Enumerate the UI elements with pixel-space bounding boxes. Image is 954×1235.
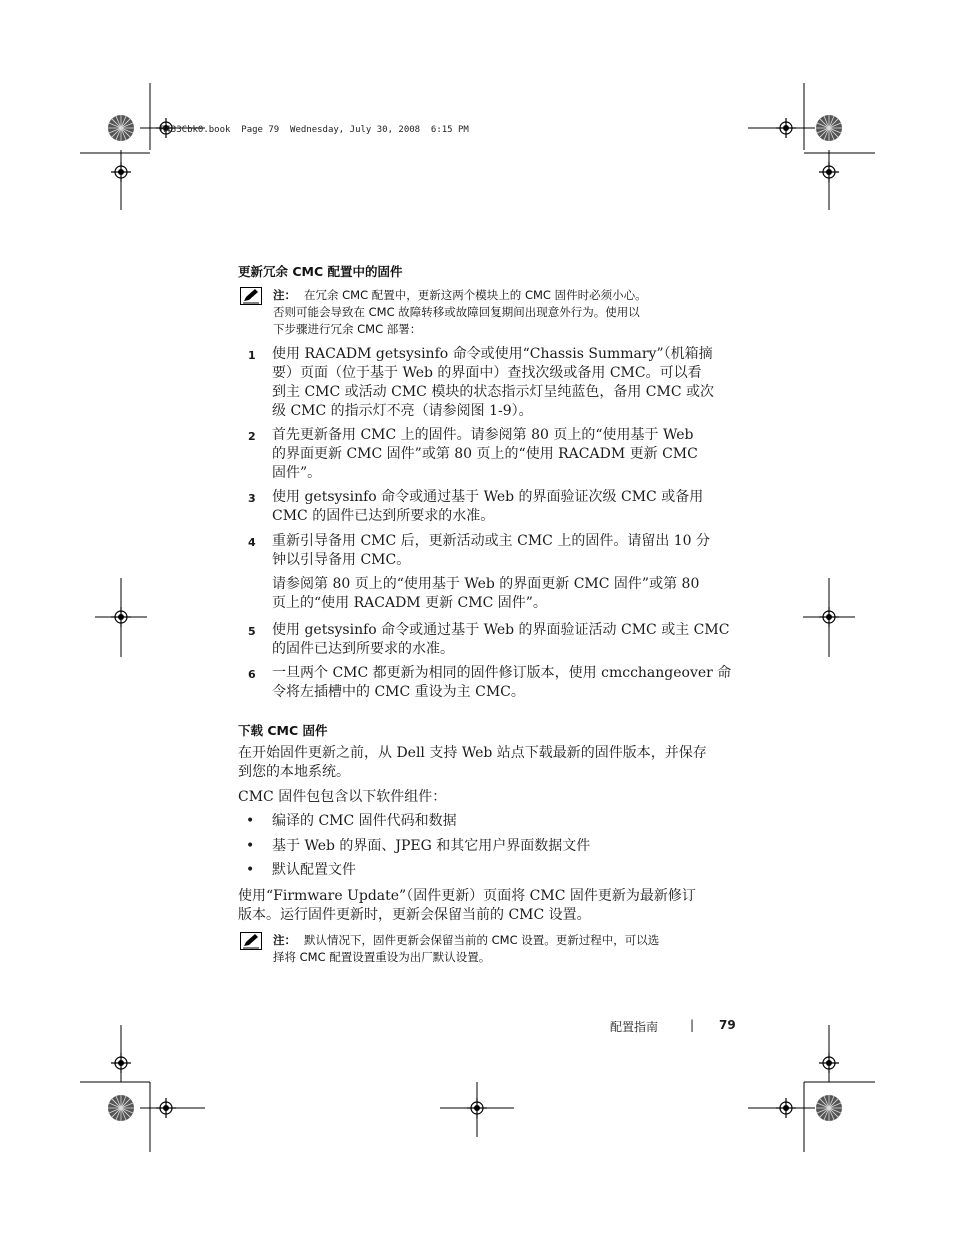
list-item-text: 编译的 CMC 固件代码和数据 — [272, 813, 457, 829]
step-number: 5 — [248, 625, 256, 638]
footer-separator: | — [690, 1018, 695, 1032]
reference-line: 请参阅第 80 页上的“使用基于 Web 的界面更新 CMC 固件”或第 80 — [272, 576, 700, 592]
step-4-reference — [272, 575, 740, 613]
step-line: 固件”。 — [272, 465, 322, 481]
firmware-update-text — [238, 887, 738, 925]
intro-line: 在开始固件更新之前，从 Dell 支持 Web 站点下载最新的固件版本，并保存 — [238, 745, 707, 761]
step-line: 使用 getsysinfo 命令或通过基于 Web 的界面验证次级 CMC 或备用 — [272, 489, 704, 505]
note-pencil-icon — [240, 932, 262, 950]
bottom-right-star-mark — [816, 1095, 842, 1121]
note-text-line-1: 在冗余 CMC 配置中，更新这两个模块上的 CMC 固件时必须小心。 — [304, 288, 647, 302]
page-number: 79 — [719, 1018, 736, 1032]
note-label: 注： — [273, 288, 296, 302]
update-line: 使用“Firmware Update”（固件更新）页面将 CMC 固件更新为最新修订 — [238, 888, 696, 904]
step-line: 重新引导备用 CMC 后，更新活动或主 CMC 上的固件。请留出 10 分 — [272, 533, 711, 549]
step-line: 的界面更新 CMC 固件”或第 80 页上的“使用 RACADM 更新 CMC — [272, 446, 698, 462]
note-text-line-1: 默认情况下，固件更新会保留当前的 CMC 设置。更新过程中，可以选 — [304, 933, 660, 947]
step-number: 2 — [248, 430, 256, 443]
step-line: 的固件已达到所要求的水准。 — [272, 641, 454, 657]
section-title-redundant-update: 更新冗余 CMC 配置中的固件 — [238, 264, 403, 279]
step-line: 一旦两个 CMC 都更新为相同的固件修订版本，使用 cmcchangeover 命 — [272, 665, 732, 681]
bottom-left-star-mark — [108, 1095, 134, 1121]
step-number: 3 — [248, 492, 256, 505]
note-text-line-2: 否则可能会导致在 CMC 故障转移或故障回复期间出现意外行为。使用以 — [273, 305, 640, 319]
section-title-download: 下载 CMC 固件 — [238, 723, 328, 738]
step-line: CMC 的固件已达到所要求的水准。 — [272, 508, 495, 524]
step-line: 要）页面（位于基于 Web 的界面中）查找次级或备用 CMC。可以看 — [272, 365, 702, 381]
step-number: 6 — [248, 668, 256, 681]
step-line: 级 CMC 的指示灯不亮（请参阅图 1-9）。 — [272, 403, 533, 419]
bullet-icon: • — [246, 838, 255, 854]
bullet-icon: • — [246, 862, 255, 878]
top-left-star-mark — [108, 115, 134, 141]
step-line: 首先更新备用 CMC 上的固件。请参阅第 80 页上的“使用基于 Web — [272, 427, 694, 443]
footer-section-name: 配置指南 — [610, 1020, 659, 1034]
components-lead: CMC 固件包包含以下软件组件： — [238, 789, 447, 805]
step-line: 使用 RACADM getsysinfo 命令或使用“Chassis Summary”（机箱摘 — [272, 346, 713, 362]
step-line: 到主 CMC 或活动 CMC 模块的状态指示灯呈纯蓝色，备用 CMC 或次 — [272, 384, 714, 400]
list-item-text: 默认配置文件 — [272, 862, 356, 878]
reference-line: 页上的“使用 RACADM 更新 CMC 固件”。 — [272, 595, 547, 611]
step-number: 1 — [248, 349, 256, 362]
top-right-star-mark — [816, 115, 842, 141]
update-line: 版本。运行固件更新时，更新会保留当前的 CMC 设置。 — [238, 907, 591, 923]
step-line: 令将左插槽中的 CMC 重设为主 CMC。 — [272, 684, 525, 700]
note-text-line-3: 下步骤进行冗余 CMC 部署： — [273, 322, 422, 336]
print-header: R433Cbk0.book Page 79 Wednesday, July 30, 2008 6:15 PM — [160, 125, 469, 135]
download-intro — [238, 744, 738, 782]
step-line: 钟以引导备用 CMC。 — [272, 552, 411, 568]
note-pencil-icon — [240, 287, 262, 305]
note-redundant — [240, 287, 740, 339]
note-text-line-2: 择将 CMC 配置设置重设为出厂默认设置。 — [273, 950, 491, 964]
list-item-text: 基于 Web 的界面、JPEG 和其它用户界面数据文件 — [272, 838, 591, 854]
step-number: 4 — [248, 536, 256, 549]
step-line: 使用 getsysinfo 命令或通过基于 Web 的界面验证活动 CMC 或主 CMC — [272, 622, 730, 638]
note-default-settings — [240, 932, 740, 968]
note-label: 注： — [273, 933, 296, 947]
intro-line: 到您的本地系统。 — [238, 764, 350, 780]
bullet-icon: • — [246, 813, 255, 829]
